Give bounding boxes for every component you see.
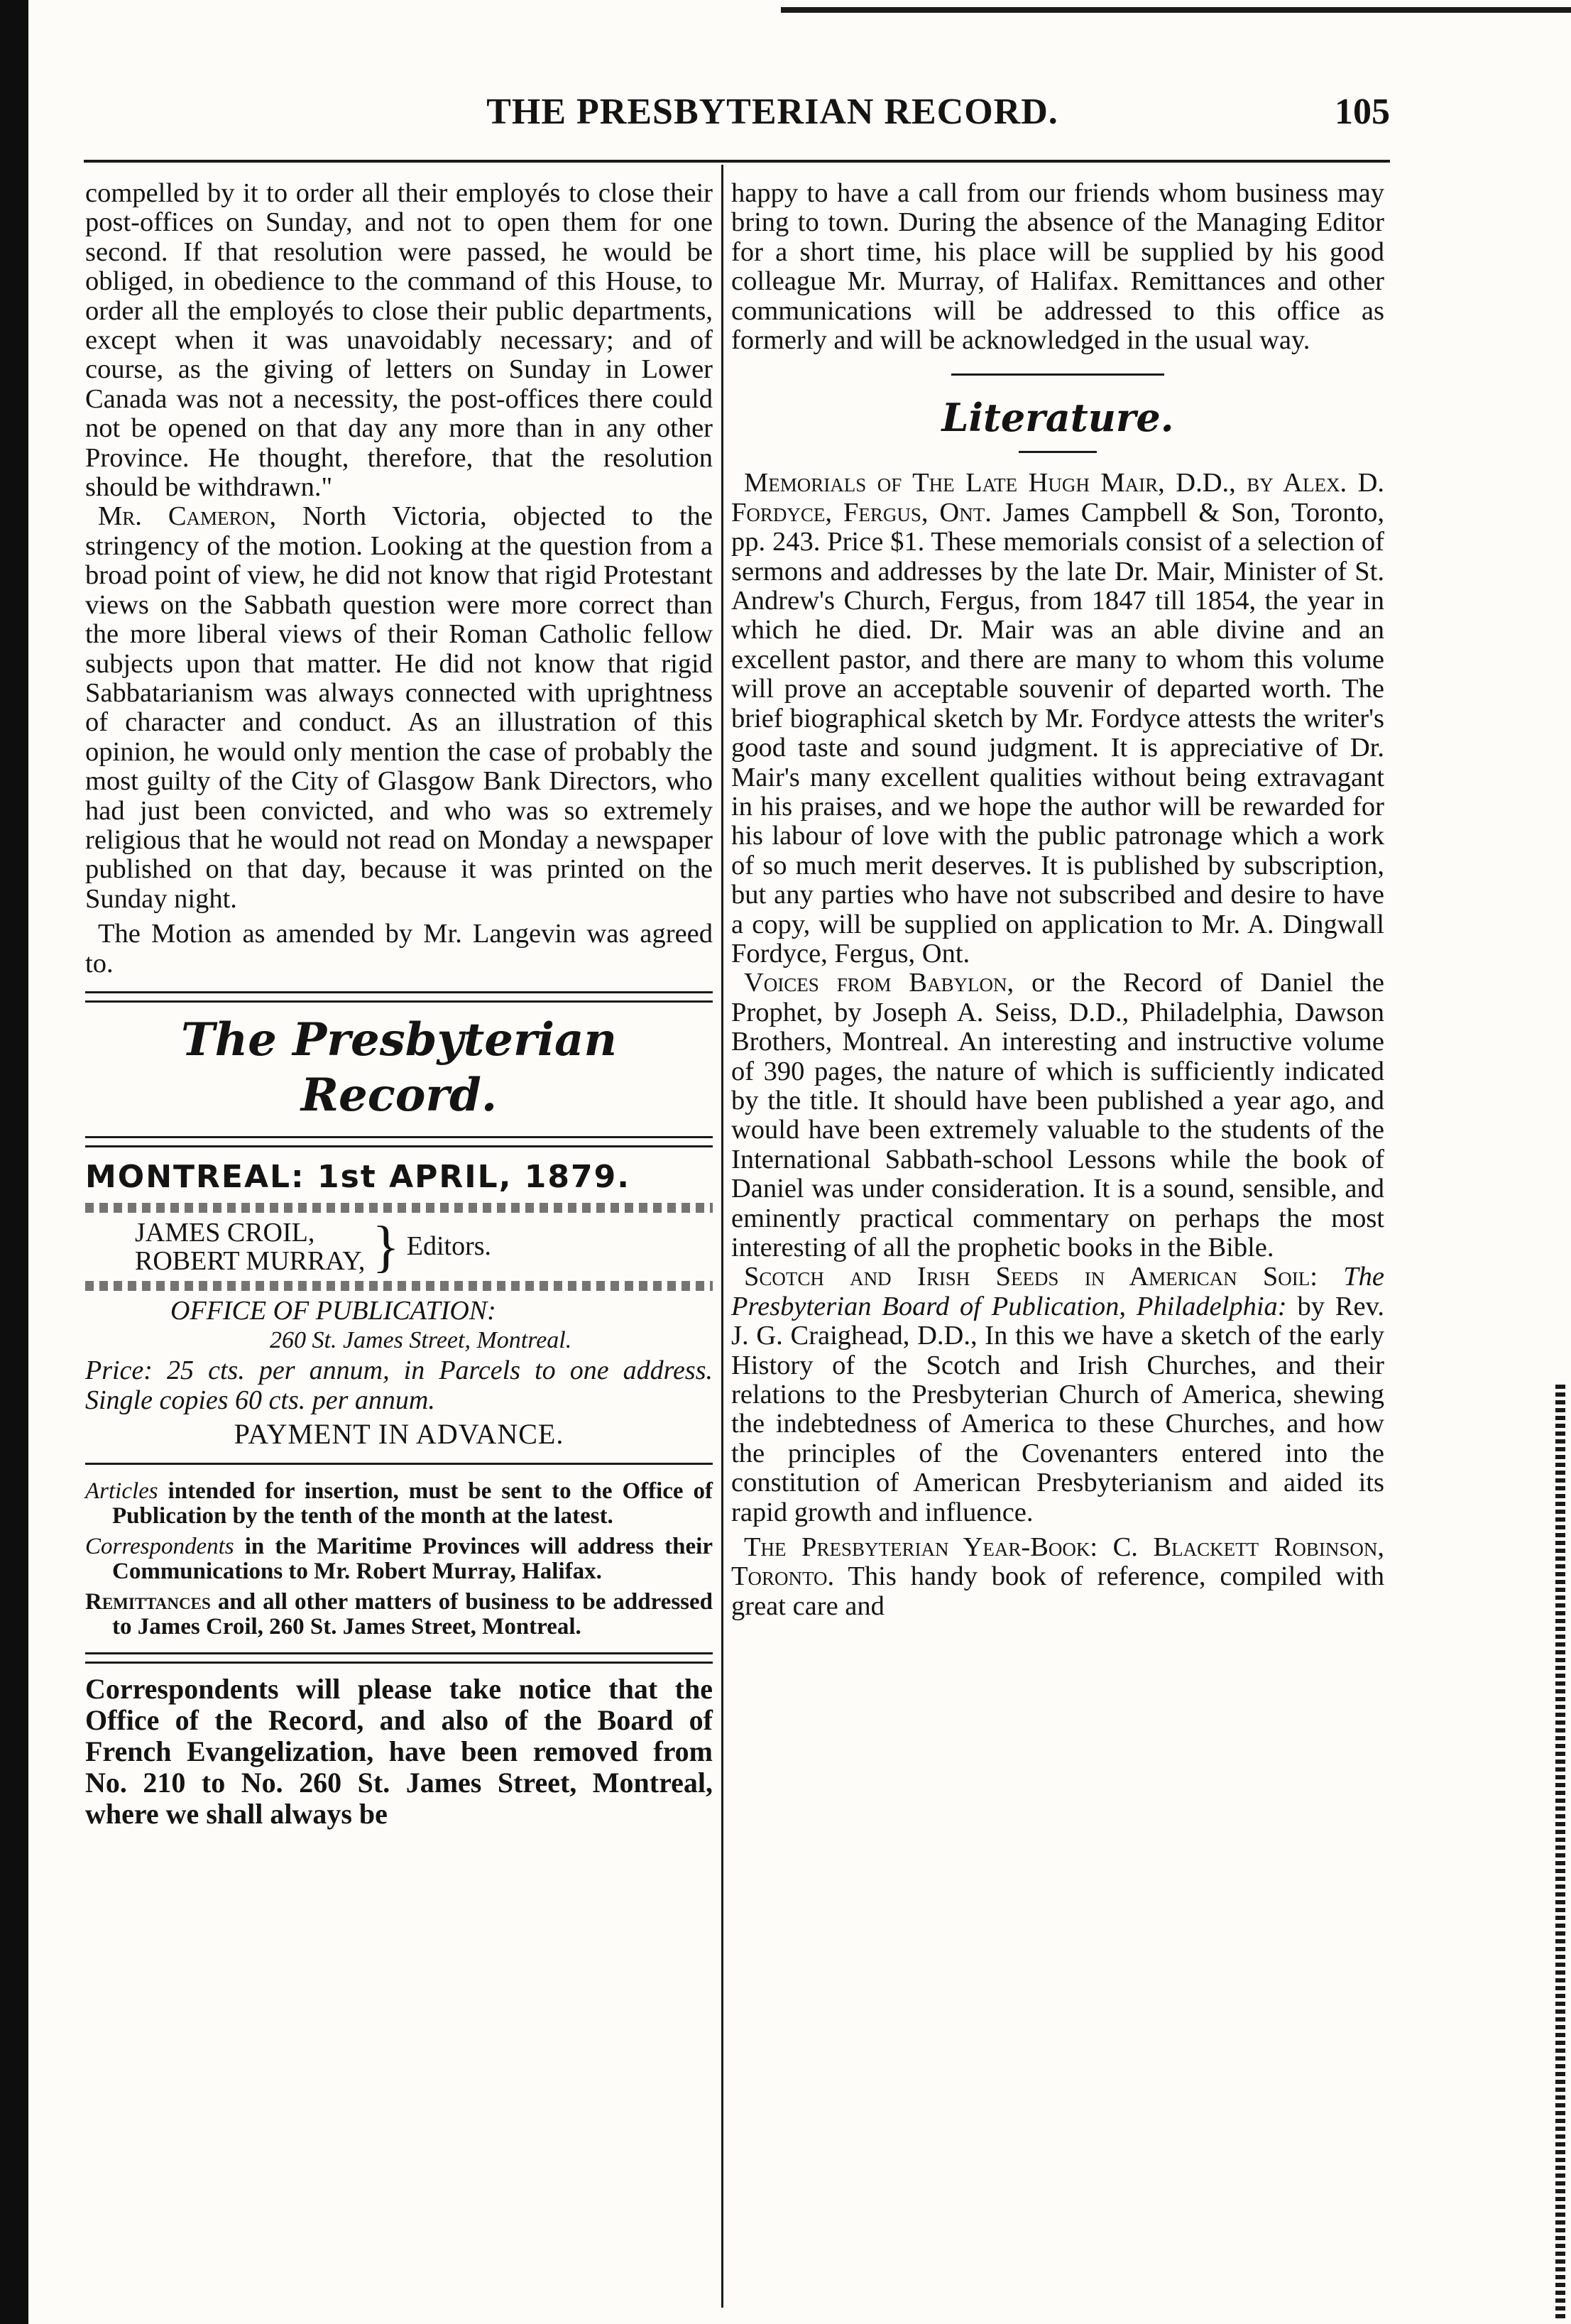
masthead-title: The Presbyterian Record. — [181, 1013, 617, 1122]
notice-lead: Correspondents — [85, 1534, 234, 1560]
debate-paragraph: compelled by it to order all their employés to close their post-offices on Sunday, and not to open them for one second. If that resolution were passed, he would be obliged, in obedience to the command of this House, to order all the employés to close their public departments, except when it was unavoidably necessary; and of course, as the giving of letters on Sunday in Lower Canada was not a necessity, the post-offices there could not be opened on that day any more than in any other Province. He thought, therefore, that the resolution should be withdrawn." — [85, 178, 713, 503]
review-voices — [731, 969, 1384, 1262]
notice-lead: Remittances — [85, 1589, 211, 1615]
review-yearbook — [731, 1533, 1384, 1621]
speaker-name: Mr. Cameron, — [98, 501, 277, 532]
bottom-rule — [85, 1652, 713, 1664]
literature-heading: Literature. — [941, 395, 1174, 441]
review-title: The Presbyterian Year-Book: C. Blackett Robinson, Toronto. — [731, 1532, 1384, 1592]
office-block — [170, 1297, 713, 1355]
page-number: 105 — [1335, 92, 1390, 132]
running-title: THE PRESBYTERIAN RECORD. — [486, 92, 1058, 132]
review-seeds — [731, 1262, 1384, 1527]
notice-text: intended for insertion, must be sent to the Office of Publication by the tenth of the month at the latest. — [112, 1478, 713, 1529]
motion-paragraph: The Motion as amended by Mr. Langevin was agreed to. — [85, 919, 713, 978]
top-edge-line — [781, 7, 1571, 13]
review-body: James Campbell & Son, Toronto, pp. 243. Price $1. These memorials consist of a selection of sermons and addresses by the late Dr. Mair, Minister of St. Andrew's Church, Fergus, from 1847 till 1854, the year in which he died. Dr. Mair was an able divine and an excellent pastor, and there are many to whom this volume will prove an acceptable souvenir of departed worth. The brief biographical sketch by Mr. Fordyce attests the writer's good taste and sound judgment. It is appreciative of Dr. Mair's many excellent qualities without being extravagant in his praises, and we hope the author will be rewarded for his labour of love with the public patronage which a work of so much merit deserves. It is published by subscription, but any parties who have not subscribed and desire to have a copy, will be supplied on application to Mr. A. Dingwall Fordyce, Fergus, Ont. — [731, 497, 1385, 969]
notice-articles — [85, 1479, 713, 1529]
editors-block — [135, 1215, 713, 1278]
review-body: by Rev. J. G. Craighead, D.D., In this we have a sketch of the early History of the Scotch and Irish Churches, and their relations to the Presbyterian Church of America, shewing the indebtedness of America to these Churches, and how the principles of the Covenanters entered into the constitution of American Presbyterianism and aided its rapid growth and influence. — [731, 1291, 1384, 1527]
brace-glyph: } — [372, 1215, 400, 1278]
section-rule — [951, 373, 1164, 376]
heading-rule — [1019, 451, 1097, 453]
editor-murray: ROBERT MURRAY, — [135, 1245, 366, 1276]
review-publisher: The Presbyterian Board of Publication, Philadelphia: — [731, 1262, 1384, 1321]
notice-text: in the Maritime Provinces will address their Communications to Mr. Robert Murray, Halifax. — [112, 1534, 713, 1585]
right-edge-marks — [1555, 1385, 1565, 2322]
review-body: This handy book of reference, compiled with great care and — [731, 1561, 1384, 1621]
correspondents-notice: Correspondents will please take notice that the Office of the Record, and also of the Board of French Evangelization, have been removed from No. 210 to No. 260 St. James Street, Montreal, where we shall always be — [85, 1673, 713, 1831]
editor-names — [135, 1218, 365, 1275]
wavy-rule — [85, 1203, 713, 1213]
masthead-rule — [85, 991, 713, 1003]
cameron-text: North Victoria, objected to the stringency of the motion. Looking at the question from a broad point of view, he did not know that rigid Protestant views on the Sabbath question were more correct than the more liberal views of their Roman Catholic fellow subjects upon that matter. He did not know that rigid Sabbatarianism was always connected with uprightness of character and conduct. As an illustration of this opinion, he would only mention the case of probably the most guilty of the City of Glasgow Bank Directors, who had just been convicted, and who was so extremely religious that he would not read on Monday a newspaper published on that day, because it was printed on the Sunday night. — [85, 501, 713, 914]
notice-remittances — [85, 1590, 713, 1640]
payment-line: PAYMENT IN ADVANCE. — [234, 1417, 564, 1450]
review-body: or the Record of Daniel the Prophet, by Joseph A. Seiss, D.D., Philadelphia, Dawson Brothers, Montreal. An interesting and instructive volume of 390 pages, the nature of which is sufficiently indicated by the title. It should have been published a year ago, and would have been extremely valuable to the students of the International Sabbath-school Lessons while the book of Daniel was under consideration. It is a sound, sensible, and eminently practical commentary on perhaps the most interesting of all the prophetic books in the Bible. — [731, 968, 1384, 1262]
notice-text: and all other matters of business to be addressed to James Croil, 260 St. James Street, Montreal. — [112, 1589, 713, 1640]
notice-rule — [85, 1463, 713, 1465]
notice-lead: Articles — [85, 1478, 158, 1505]
binding-edge — [0, 0, 28, 2324]
review-title: Memorials of The Late Hugh Mair, D.D., by Alex. D. Fordyce, Fergus, Ont. — [731, 468, 1384, 528]
dateline: MONTREAL: 1st APRIL, 1879. — [85, 1158, 630, 1195]
office-address: 260 St. James Street, Montreal. — [270, 1327, 572, 1354]
masthead-rule-bottom — [85, 1136, 713, 1147]
cameron-paragraph — [85, 502, 713, 914]
continuation-paragraph: happy to have a call from our friends whom business may bring to town. During the absence of the Managing Editor for a short time, his place will be supplied by his good colleague Mr. Murray, of Halifax. Remittances and other communications will be addressed to this office as formerly and will be acknowledged in the usual way. — [731, 178, 1384, 356]
editor-croil: JAMES CROIL, — [135, 1217, 315, 1248]
review-title: Scotch and Irish Seeds in American Soil: — [744, 1262, 1318, 1292]
review-title: Voices from Babylon, — [744, 968, 1014, 998]
column-divider — [721, 165, 723, 2308]
review-memorials — [731, 469, 1384, 969]
left-column — [85, 179, 713, 1830]
editors-label: Editors. — [406, 1231, 492, 1262]
notice-correspondents — [85, 1534, 713, 1584]
header-rule — [84, 160, 1390, 163]
price-line: Price: 25 cts. per annum, in Parcels to one address. Single copies 60 cts. per annum. — [85, 1355, 713, 1415]
office-heading: OFFICE OF PUBLICATION: — [170, 1295, 496, 1326]
wavy-rule-2 — [85, 1281, 713, 1291]
notices — [85, 1479, 713, 1640]
right-column — [731, 179, 1384, 1621]
page-header — [84, 91, 1390, 148]
